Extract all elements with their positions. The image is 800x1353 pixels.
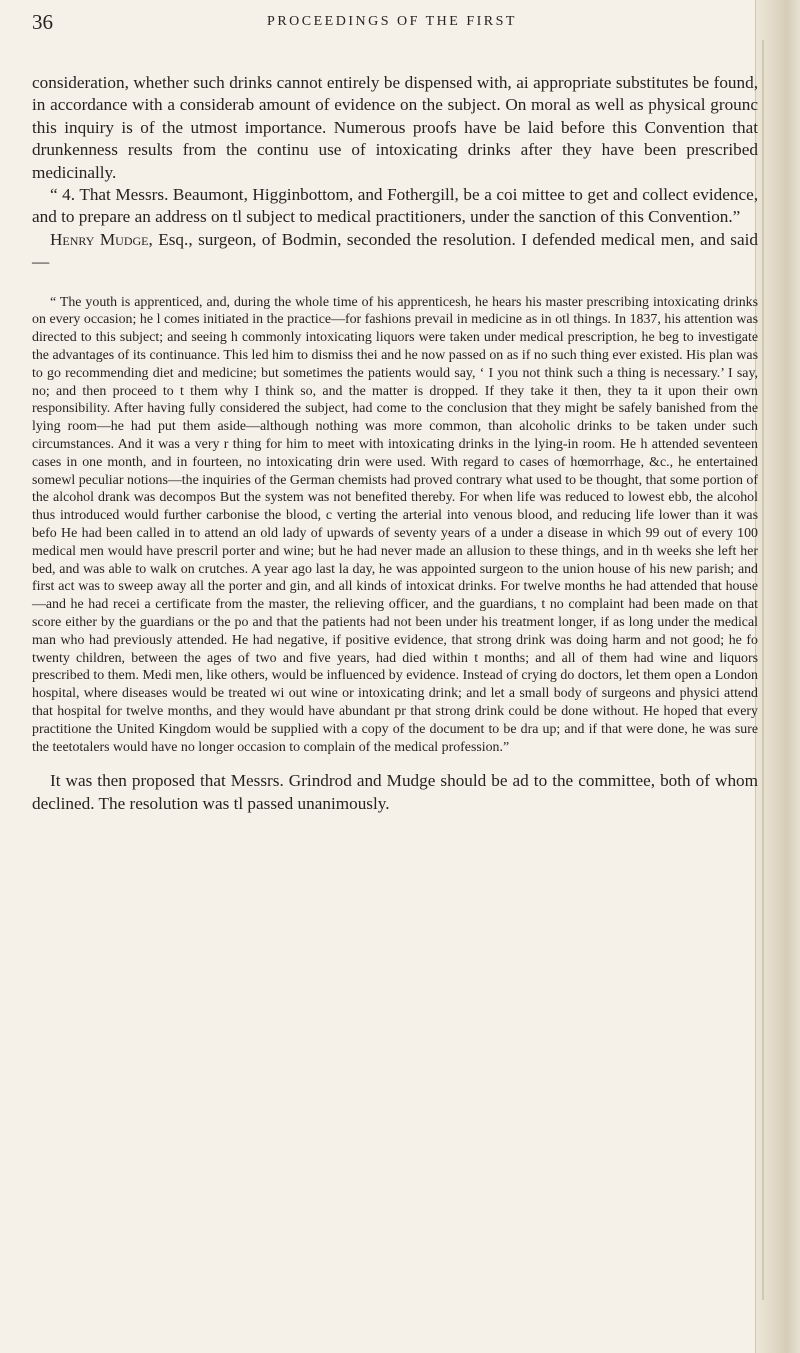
quote-text: “ The youth is apprenticed, and, during the whole time of his apprenticesh, he hears his master prescribing intoxicating drinks on every occasion; he l comes initiated in the practice—for fashions prevail in medicine as in otl things. In 1837, his attention was directed to this subject; and seeing h commonly intoxicating liquors were taken under medical prescription, he beg to investigate the advantages of its continuance. This led him to dismiss thei and he now passed on as if no such thing ever existed. His plan was to go recommending diet and medicine; but sometimes the patients would say, ‘ I you not think such a thing is necessary.’ I say, no; and then proceed to t them why I think so, and the matter is dropped. If they take it then, they ta it upon their own responsibility. After having fully considered the subject, had come to the conclusion that they might be safely banished from the lying room—he had put them aside—although nothing was more common, than alcoholic drinks to be taken under such circumstances. And it was a very r thing for him to meet with intoxicating drinks in the lying-in room. He h attended seventeen cases in one month, and in fourteen, no intoxicating drin were used. With regard to cases of hœmorrhage, &c., he entertained somewl peculiar notions—the inquiries of the German chemists had proved contrary what used to be thought, that some portion of the alcohol drank was decompos But the system was not benefited thereby. For when life was reduced to lowest ebb, the alcohol thus introduced would further carbonise the blood, c verting the arterial into venous blood, and reducing life lower than it was befo He had been called in to attend an old lady of upwards of seventy years of a under a disease in which 99 out of every 100 medical men would have prescril porter and wine; but he had never made an allusion to these things, and in th weeks she left her bed, and was able to walk on crutches. A year ago last la day, he was appointed surgeon to the union house of his new parish; and first act was to sweep away all the porter and gin, and all kinds of intoxicat drinks. For twelve months he had attended that house—and he had recei a certificate from the master, the relieving officer, and the guardians, t no complaint had been made on that score either by the guardians or the po and that the patients had not been under his treatment longer, if as long under the medical man who had previously attended. He had negative, if positive evidence, that strong drink was doing harm and not good; he fo twenty children, between the ages of two and five years, had died within t months; and all of them had wine and liquors prescribed to them. Medi men, like others, would be influenced by evidence. Instead of crying do doctors, let them open a London hospital, where diseases would be treated wi out wine or intoxicating drink; and let a small body of surgeons and physici attend that hospital for twelve months, and they would have abundant pr that strong drink could be done without. He hoped that every practitione the United Kingdom would be supplied with a copy of the document to be dra up; and if that were done, he was sure the teetotalers would have no longer occasion to complain of the medical profession.” xyxy=(32,294,758,755)
paragraph-mudge-text: , Esq., surgeon, of Bodmin, seconded the resolution. I defended medical men, and said— xyxy=(32,229,758,272)
paragraph-resolution-4: “ 4. That Messrs. Beaumont, Higginbottom, and Fothergill, be a coi mittee to get and collect evidence, and to prepare an address on tl subject to medical practitioners, under the sanction of this Convention.” xyxy=(32,185,758,227)
paragraph-mudge xyxy=(32,229,758,274)
closing-paragraph xyxy=(32,770,758,815)
paragraph-consideration: consideration, whether such drinks cannot entirely be dispensed with, ai appropriate substitutes be found, in accordance with a considerab amount of evidence on the subject. On moral as well as physical grounc this inquiry is of the utmost importance. Numerous proofs have be laid before this Convention that drunkenness results from the continu use of intoxicating drinks after they have been prescribed medicinally. xyxy=(32,73,758,182)
page-header xyxy=(22,10,762,32)
page-gutter xyxy=(755,0,800,1353)
main-paragraphs xyxy=(32,72,758,274)
mudge-speech-quote xyxy=(32,294,758,757)
body-text xyxy=(32,72,758,815)
page-number: 36 xyxy=(32,10,53,34)
closing-text: It was then proposed that Messrs. Grindrod and Mudge should be ad to the committee, both of whom declined. The resolution was tl passed unanimously. xyxy=(32,771,758,813)
speaker-name: Henry Mudge xyxy=(50,229,149,249)
running-title: PROCEEDINGS OF THE FIRST xyxy=(267,14,517,29)
